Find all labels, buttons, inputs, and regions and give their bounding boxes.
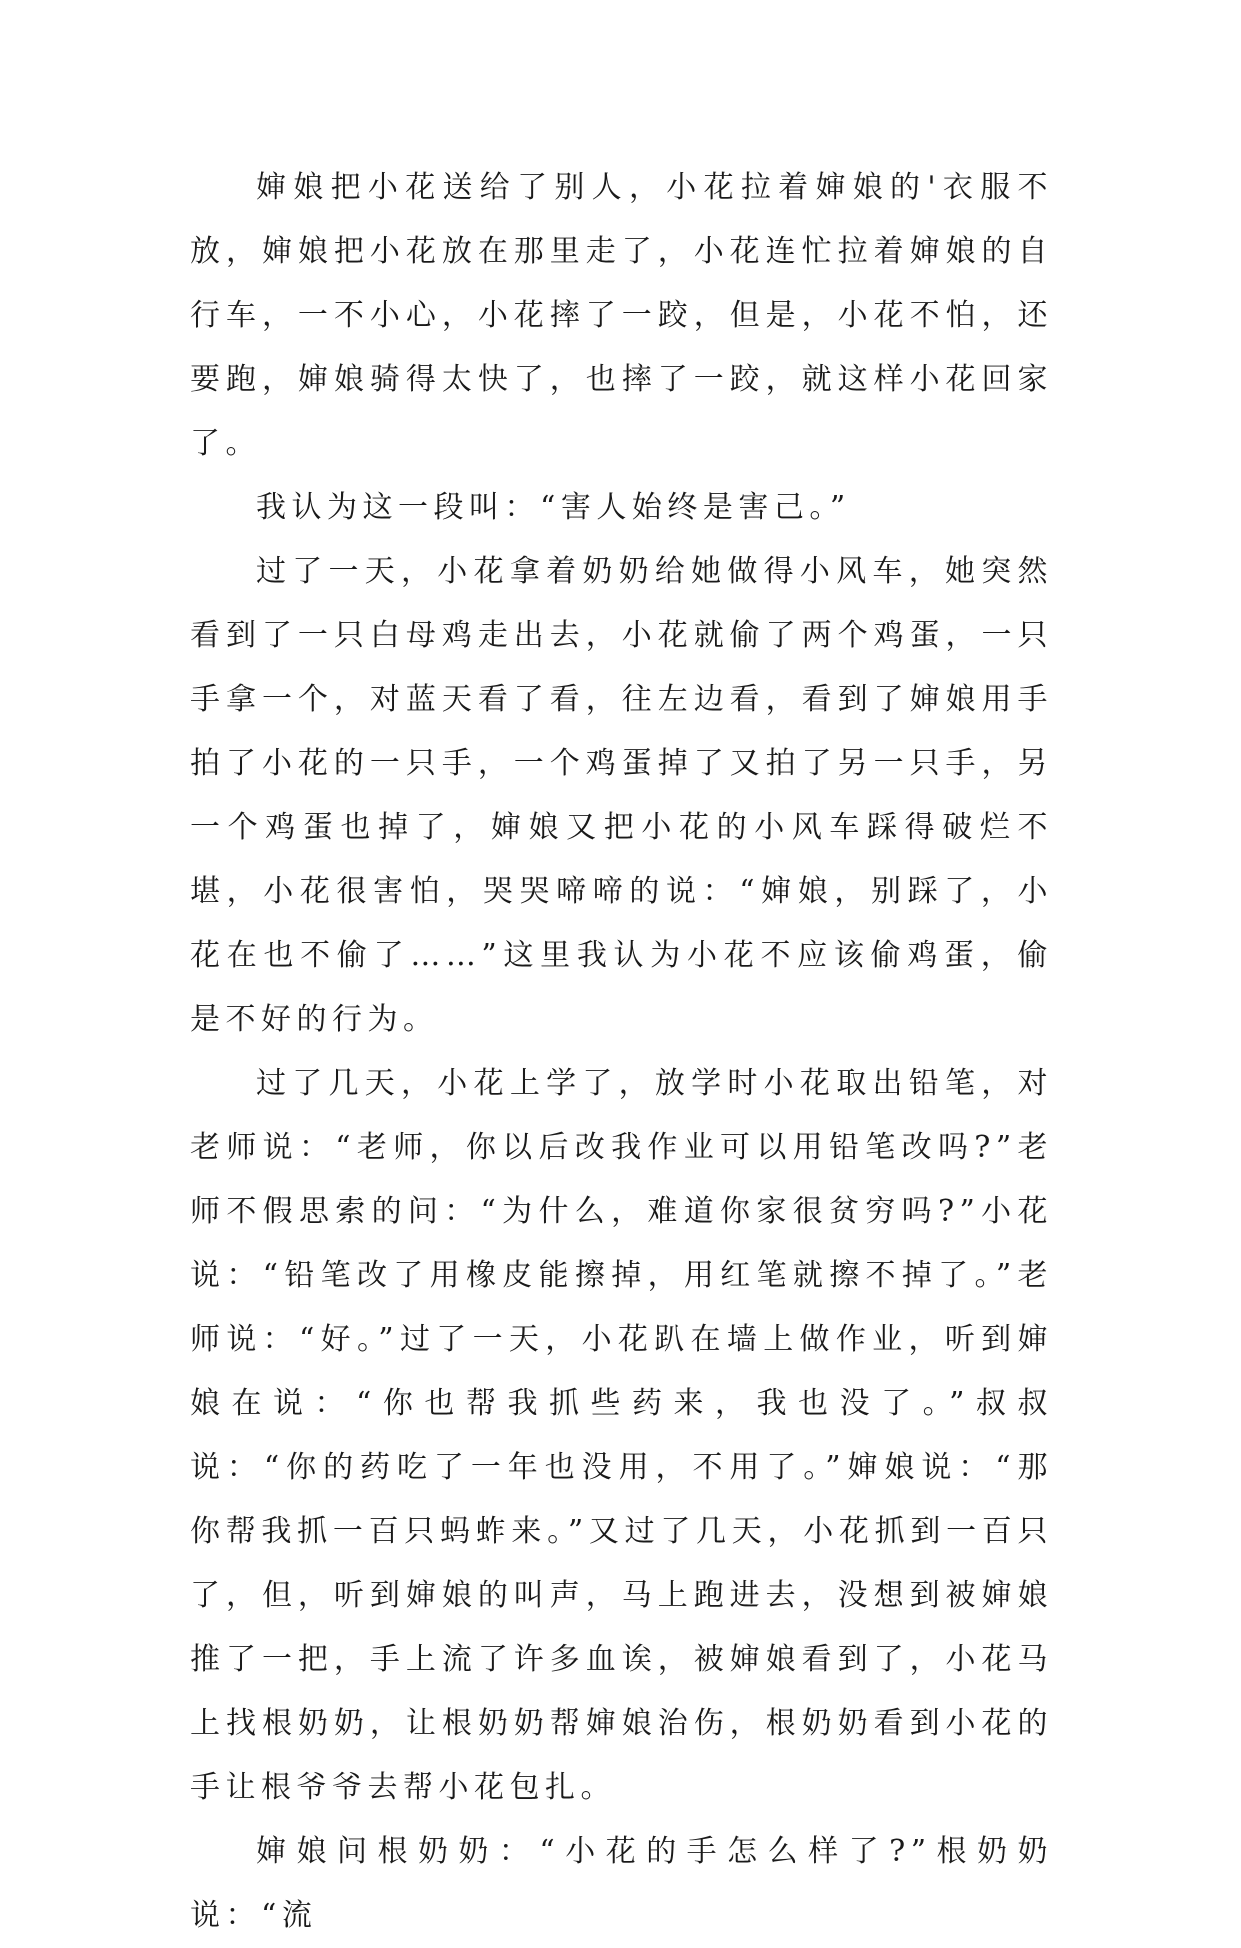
paragraph-3: 过了一天，小花拿着奶奶给她做得小风车，她突然看到了一只白母鸡走出去，小花就偷了两个鸡蛋，一只手拿一个，对蓝天看了看，往左边看，看到了婶娘用手拍了小花的一只手，一个鸡蛋掉了又拍了另一只手，另一个鸡蛋也掉了，婶娘又把小花的小风车踩得破烂不堪，小花很害怕，哭哭啼啼的说：“婶娘，别踩了，小花在也不偷了……”这里我认为小花不应该偷鸡蛋，偷是不好的行为。 <box>190 554 1053 1037</box>
body-text <box>190 156 1053 1948</box>
paragraph-4: 过了几天，小花上学了，放学时小花取出铅笔，对老师说：“老师，你以后改我作业可以用铅笔改吗?”老师不假思索的问：“为什么，难道你家很贫穷吗?”小花说：“铅笔改了用橡皮能擦掉，用红笔就擦不掉了。”老师说：“好。”过了一天，小花趴在墙上做作业，听到婶娘在说：“你也帮我抓些药来，我也没了。”叔叔说：“你的药吃了一年也没用，不用了。”婶娘说：“那你帮我抓一百只蚂蚱来。”又过了几天，小花抓到一百只了，但，听到婶娘的叫声，马上跑进去，没想到被婶娘推了一把，手上流了许多血诶，被婶娘看到了，小花马上找根奶奶，让根奶奶帮婶娘治伤，根奶奶看到小花的手让根爷爷去帮小花包扎。 <box>190 1066 1053 1805</box>
paragraph-1: 婶娘把小花送给了别人，小花拉着婶娘的'衣服不放，婶娘把小花放在那里走了，小花连忙拉着婶娘的自行车，一不小心，小花摔了一跤，但是，小花不怕，还要跑，婶娘骑得太快了，也摔了一跤，就这样小花回家了。 <box>190 170 1053 461</box>
paragraph-5: 婶娘问根奶奶：“小花的手怎么样了?”根奶奶说：“流 <box>190 1834 1053 1933</box>
paragraph-2: 我认为这一段叫：“害人始终是害己。” <box>256 490 851 525</box>
